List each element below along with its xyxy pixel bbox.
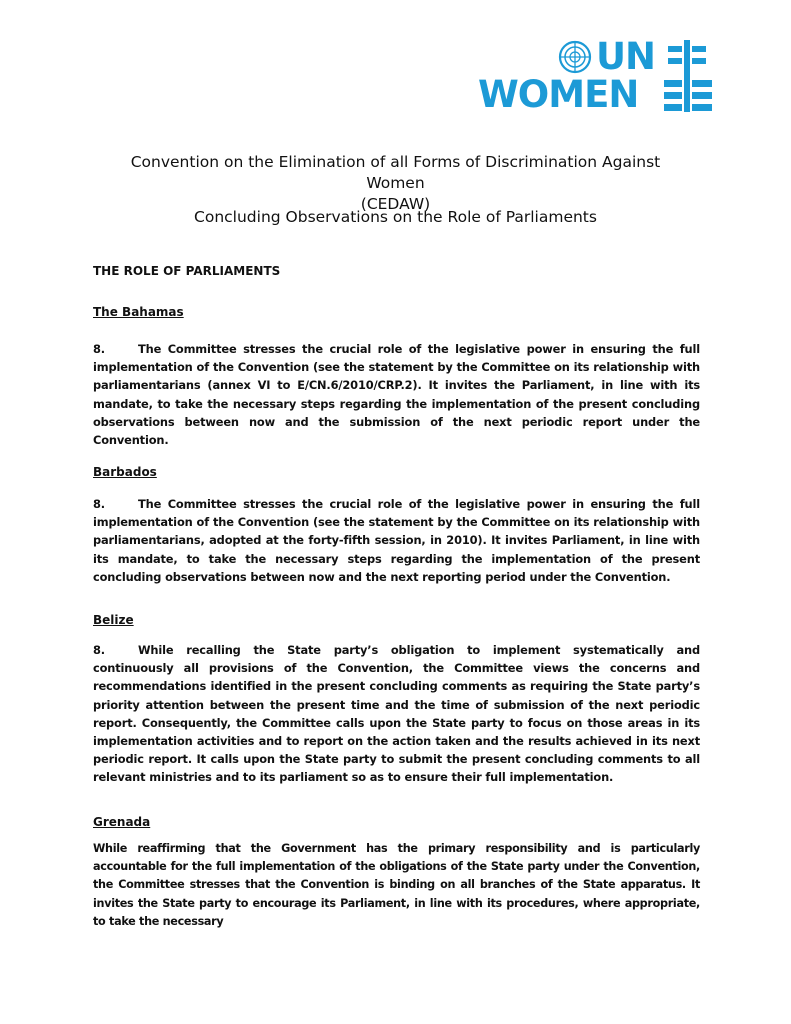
paragraph-text: While recalling the State party’s obligation to implement systematically and continuously all provisions of the Convention, the Committee views the concerns and recommendations identified in the present concluding comments as requiring the State party’s priority attention between the present time and the time of submission of the next periodic report. Consequently, the Committee calls upon the State party to focus on those areas in its implementation activities and to report on the action taken and the results achieved in its next periodic report. It calls upon the State party to submit the present concluding comments to all relevant ministries and to its parliament so as to ensure their full implementation. bbox=[93, 643, 700, 785]
paragraph-text: The Committee stresses the crucial role of the legislative power in ensuring the full implementation of the Convention (see the statement by the Committee on its relationship with parliamentarians, adopted at the forty-fifth session, in 2010). It invites Parliament, in line with its mandate, to take the necessary steps regarding the implementation of the present concluding observations between now and the next reporting period under the Convention. bbox=[93, 497, 700, 584]
document-title bbox=[100, 152, 691, 215]
paragraph-bahamas bbox=[93, 340, 700, 449]
paragraph-grenada bbox=[93, 840, 700, 931]
paragraph-belize bbox=[93, 641, 700, 787]
un-globe-icon bbox=[558, 40, 592, 74]
section-heading: THE ROLE OF PARLIAMENTS bbox=[93, 264, 281, 278]
title-line-2: (CEDAW) bbox=[360, 195, 431, 213]
un-women-logo bbox=[478, 35, 713, 116]
paragraph-text: While reaffirming that the Government has the primary responsibility and is particularly accountable for the full implementation of the obligations of the State party under the Convention, the Committee stresses that the Convention is binding on all branches of the State apparatus. It invites the State party to encourage its Parliament, in line with its procedures, where appropriate, to take the necessary bbox=[93, 842, 700, 928]
document-subtitle: Concluding Observations on the Role of Parliaments bbox=[194, 208, 597, 226]
paragraph-text: The Committee stresses the crucial role of the legislative power in ensuring the full implementation of the Convention (see the statement by the Committee on its relationship with parliamentarians (annex VI to E/CN.6/2010/CRP.2). It invites the Parliament, in line with its mandate, to take the necessary steps regarding the implementation of the present concluding observations between now and the submission of the next periodic report under the Convention. bbox=[93, 342, 700, 448]
country-heading-belize: Belize bbox=[93, 613, 134, 627]
country-heading-barbados: Barbados bbox=[93, 465, 157, 479]
paragraph-barbados bbox=[93, 495, 700, 586]
title-line-1: Convention on the Elimination of all Forms of Discrimination Against Women bbox=[130, 153, 661, 192]
paragraph-number: 8. bbox=[93, 497, 105, 511]
logo-women-text: WOMEN bbox=[478, 73, 639, 116]
country-heading-bahamas: The Bahamas bbox=[93, 305, 184, 319]
paragraph-number: 8. bbox=[93, 643, 105, 657]
logo-un-text: UN bbox=[596, 35, 656, 78]
paragraph-number: 8. bbox=[93, 342, 105, 356]
logo-emblem-icon bbox=[664, 40, 712, 112]
country-heading-grenada: Grenada bbox=[93, 815, 151, 829]
